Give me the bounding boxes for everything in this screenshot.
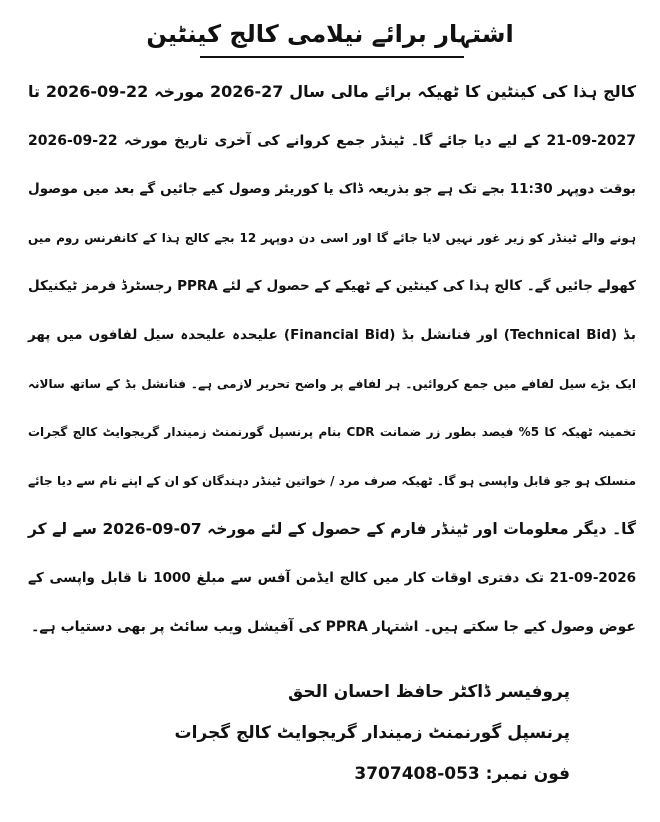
phone-number: فون نمبر: 053-3707408 (354, 764, 570, 784)
body-line: ایک بڑے سیل لفافے میں جمع کروائیں۔ ہر لفافے پر واضح تحریر لازمی ہے۔ فنانشل بڈ کے ساتھ سالانہ (28, 376, 636, 391)
body-line: بڈ (Technical Bid) اور فنانشل بڈ (Financial Bid) علیحدہ علیحدہ سیل لفافوں میں پھر (28, 326, 636, 343)
body-line: 21-09-2027 کے لیے دیا جائے گا۔ ٹینڈر جمع کروانے کی آخری تاریخ مورخہ 22-09-2026 (28, 132, 636, 149)
signatory-designation: پرنسپل گورنمنٹ زمیندار گریجوایٹ کالج گجرات (174, 723, 570, 743)
signature-block (150, 672, 570, 795)
body-line: کھولے جائیں گے۔ کالج ہذا کی کینٹین کے ٹھیکے کے حصول کے لئے PPRA رجسٹرڈ فرمز ٹیکنیکل (28, 278, 636, 295)
body-line: ہونے والے ٹینڈر کو زیر غور نہیں لایا جائے گا اور اسی دن دوپہر 12 بجے کالج ہذا کے کانفرنس روم میں (28, 230, 636, 245)
signatory-name: پروفیسر ڈاکٹر حافظ احسان الحق (288, 682, 570, 702)
body-line: عوض وصول کیے جا سکتے ہیں۔ اشتہار PPRA کی آفیشل ویب سائٹ پر بھی دستیاب ہے۔ (31, 618, 636, 635)
body-line: 21-09-2026 تک دفتری اوقات کار میں کالج ایڈمن آفس سے مبلغ 1000 نا قابل واپسی کے (28, 569, 636, 586)
body-line: گا۔ دیگر معلومات اور ٹینڈر فارم کے حصول کے لئے مورخہ 07-09-2026 سے لے کر (28, 520, 636, 539)
body-line: بوقت دوپہر 11:30 بجے تک ہے جو بذریعہ ڈاک یا کوریئر وصول کیے جائیں گے بعد میں موصول (28, 181, 636, 198)
body-line: منسلک ہو جو قابل واپسی ہو گا۔ ٹھیکہ صرف مرد / خواتین ٹینڈر دہندگان کو ان کے اپنے نام سے دیا جائے (28, 473, 636, 488)
body-line: تخمینہ ٹھیکہ کا 5% فیصد بطور زر ضمانت CDR بنام پرنسپل گورنمنٹ زمیندار گریجوایٹ کالج گجرات (28, 425, 636, 440)
title-underline (200, 56, 464, 58)
body-line: کالج ہذا کی کینٹین کا ٹھیکہ برائے مالی سال 27-2026 مورخہ 22-09-2026 تا (28, 82, 637, 101)
page-title: اشتہار برائے نیلامی کالج کینٹین (146, 20, 514, 48)
notice-body (28, 68, 636, 651)
